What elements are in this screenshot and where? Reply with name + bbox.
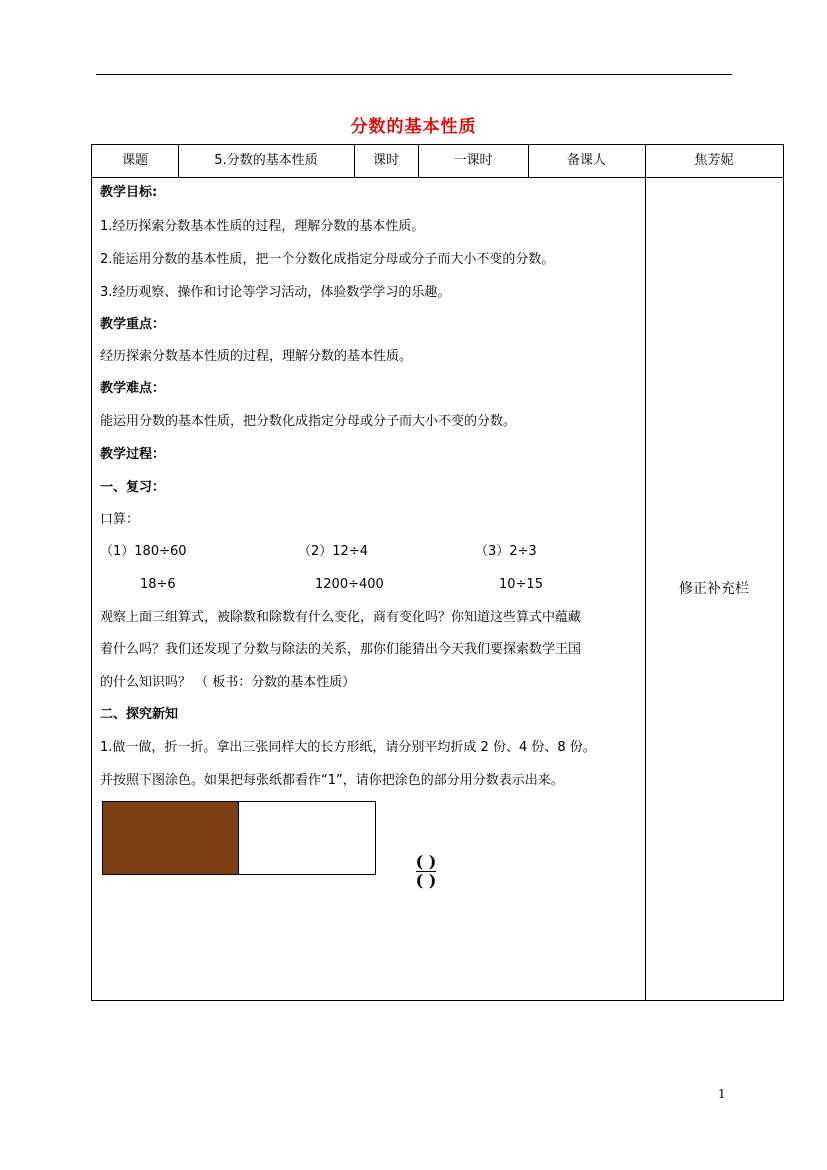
calc-3b: 10÷15 (499, 577, 543, 592)
header-cell-topic-label: 课题 (121, 153, 148, 168)
paragraph-line-2: 着什么吗？我们还发现了分数与除法的关系，那你们能猜出今天我们要探索数学王国 (100, 642, 582, 657)
calc-2b: 1200÷400 (315, 577, 384, 592)
goal-3: 3.经历观察、操作和讨论等学习活动，体验数学学习的乐趣。 (100, 285, 451, 300)
difficulty-text: 能运用分数的基本性质，把分数化成指定分母或分子而大小不变的分数。 (100, 414, 517, 429)
calc-2a: （2）12÷4 (298, 544, 368, 559)
paragraph-line-3: 的什么知识吗？ （ 板书：分数的基本性质） (100, 675, 356, 690)
page-number: 1 (718, 1087, 726, 1101)
revision-column-label: 修正补充栏 (679, 581, 749, 597)
process-heading: 教学过程： (100, 447, 166, 462)
header-cell-preparer: 焦芳妮 (694, 153, 734, 168)
calc-3a: （3）2÷3 (475, 544, 537, 559)
goal-2: 2.能运用分数的基本性质，把一个分数化成指定分母或分子而大小不变的分数。 (100, 252, 555, 267)
fraction-denominator: ( ) (415, 871, 437, 890)
step-1-line-1: 1.做一做，折一折。拿出三张同样大的长方形纸，请分别平均折成 2 份、4 份、8 份。 (100, 740, 596, 755)
step-1-line-2: 并按照下图涂色。如果把每张纸都看作“1”，请你把涂色的部分用分数表示出来。 (100, 773, 564, 788)
header-row-divider (92, 177, 783, 178)
shaded-part (103, 802, 239, 874)
fraction-numerator: ( ) (415, 852, 437, 871)
calc-1b: 18÷6 (140, 577, 176, 592)
side-column-divider (645, 145, 646, 1000)
document-title: 分数的基本性质 (350, 117, 477, 137)
review-heading: 一、复习： (100, 480, 166, 495)
goals-heading: 教学目标: (100, 185, 158, 200)
difficulty-heading: 教学难点： (100, 381, 166, 396)
goal-1: 1.经历探索分数基本性质的过程，理解分数的基本性质。 (100, 219, 425, 234)
header-cell-period: 一课时 (453, 153, 493, 168)
key-points-text: 经历探索分数基本性质的过程，理解分数的基本性质。 (100, 349, 413, 364)
calc-1a: （1）180÷60 (100, 544, 187, 559)
explore-heading: 二、探究新知 (100, 707, 179, 722)
paragraph-line-1: 观察上面三组算式，被除数和除数有什么变化，商有变化吗？你知道这些算式中蕴藏 (100, 610, 582, 625)
key-points-heading: 教学重点： (100, 317, 166, 332)
header-cell-topic: 5.分数的基本性质 (214, 153, 318, 168)
header-rule (96, 74, 732, 75)
oral-calc-label: 口算： (100, 512, 140, 527)
folded-paper-figure (102, 801, 376, 875)
header-cell-period-label: 课时 (372, 153, 399, 168)
header-cell-preparer-label: 备课人 (566, 153, 606, 168)
fraction-blank (414, 853, 438, 890)
